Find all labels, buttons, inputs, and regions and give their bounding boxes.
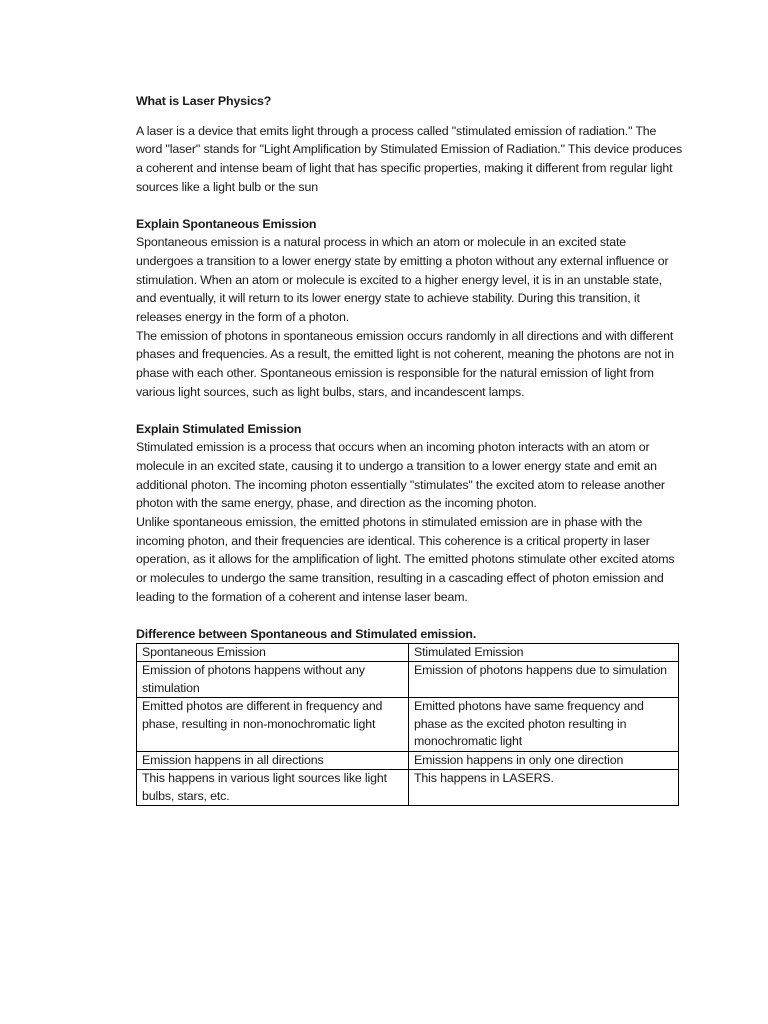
paragraph-spontaneous-2: The emission of photons in spontaneous emission occurs randomly in all directions and with different phases and frequencies. As a result, the emitted light is not coherent, meaning the photons are not in phase with each other. Spontaneous emission is responsible for the natural emission of light from various light sources, such as light bulbs, stars, and incandescent lamps.	[136, 328, 674, 399]
spacer	[136, 197, 684, 215]
heading-difference-table: Difference between Spontaneous and Stimulated emission.	[136, 626, 477, 641]
table-row	[137, 770, 679, 806]
document-body	[136, 92, 684, 806]
heading-what-is-laser-physics: What is Laser Physics?	[136, 94, 272, 108]
table-cell: Stimulated Emission	[409, 643, 679, 662]
table-cell: Spontaneous Emission	[137, 643, 409, 662]
table-row	[137, 698, 679, 752]
table-row	[137, 751, 679, 770]
table-cell: This happens in various light sources like light bulbs, stars, etc.	[137, 770, 409, 806]
table-cell: This happens in LASERS.	[409, 770, 679, 806]
heading-spontaneous-emission: Explain Spontaneous Emission	[136, 216, 317, 231]
table-cell: Emitted photons have same frequency and phase as the excited photon resulting in monochromatic light	[409, 698, 679, 752]
table-cell: Emission happens in all directions	[137, 751, 409, 770]
paragraph-laser-intro: A laser is a device that emits light through a process called "stimulated emission of radiation." The word "laser" stands for "Light Amplification by Stimulated Emission of Radiation." This device produces a coherent and intense beam of light that has specific properties, making it different from regular light sources like a light bulb or the sun	[136, 123, 682, 194]
table-header-row	[137, 643, 679, 662]
spacer	[136, 607, 684, 625]
paragraph-stimulated-2: Unlike spontaneous emission, the emitted photons in stimulated emission are in phase with the incoming photon, and their frequencies are identical. This coherence is a critical property in laser operation, as it allows for the amplification of light. The emitted photons stimulate other excited atoms or molecules to undergo the same transition, resulting in a cascading effect of photon emission and leading to the formation of a coherent and intense laser beam.	[136, 515, 675, 604]
table-cell: Emitted photos are different in frequency and phase, resulting in non-monochromatic light	[137, 698, 409, 752]
table-cell: Emission of photons happens due to simulation	[409, 662, 679, 698]
table-cell: Emission happens in only one direction	[409, 751, 679, 770]
paragraph-spontaneous-1: Spontaneous emission is a natural process in which an atom or molecule in an excited state undergoes a transition to a lower energy state by emitting a photon without any external influence or stimulation. When an atom or molecule is excited to a higher energy level, it is in an unstable state, and eventually, it will return to its lower energy state to achieve stability. During this transition, it releases energy in the form of a photon.	[136, 235, 669, 325]
table-cell: Emission of photons happens without any stimulation	[137, 662, 409, 698]
paragraph-stimulated-1: Stimulated emission is a process that occurs when an incoming photon interacts with an atom or molecule in an excited state, causing it to undergo a transition to a lower energy state and emit an additional photon. The incoming photon essentially "stimulates" the excited atom to release another photon with the same energy, phase, and direction as the incoming photon.	[136, 440, 665, 511]
difference-table	[136, 643, 679, 807]
heading-stimulated-emission: Explain Stimulated Emission	[136, 421, 302, 436]
spacer	[136, 402, 684, 420]
table-row	[137, 662, 679, 698]
spacer	[136, 111, 684, 122]
